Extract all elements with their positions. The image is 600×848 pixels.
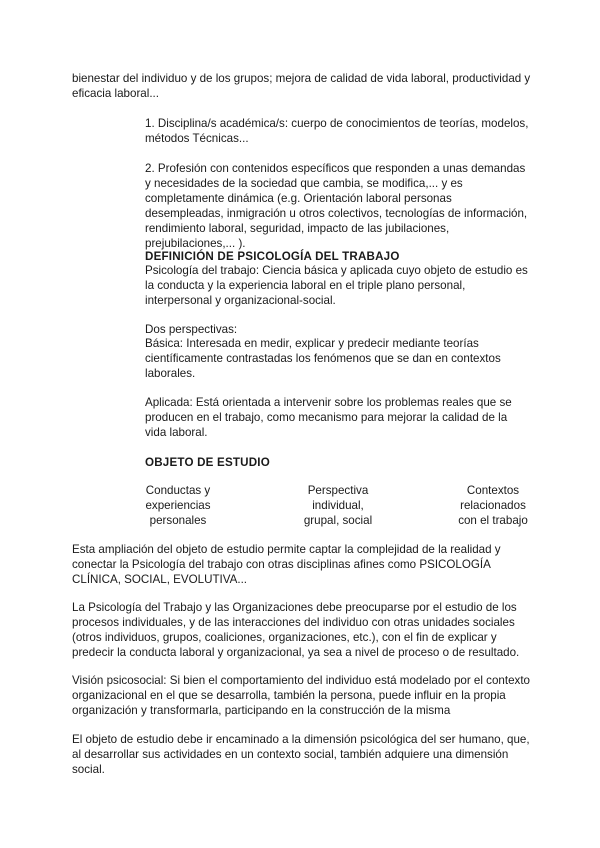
column-line: individual, <box>312 499 364 512</box>
definition-text: Psicología del trabajo: Ciencia básica y aplicada cuyo objeto de estudio es la conducta y la experiencia laboral en el triple plano personal, interpersonal y organizacional-social. <box>145 264 528 307</box>
list-item-profesion: 2. Profesión con contenidos específicos que responden a unas demandas y necesidades de la sociedad que cambia, se modifica,... y es completamente dinámica (e.g. Orientación laboral personas desempleadas, inmigración u otros colectivos, tecnologías de información, rendimiento laboral, seguridad, impacto de las jubilaciones, prejubilaciones,... ). <box>145 162 528 250</box>
definition-heading: DEFINICIÓN DE PSICOLOGÍA DEL TRABAJO <box>145 250 400 263</box>
perspectives-label: Dos perspectivas: <box>145 323 238 336</box>
paragraph-vision-psicosocial: Visión psicosocial: Si bien el comportamiento del individuo está modelado por el contexto organizacional en el que se desarrolla, también la persona, puede influir en la propia organización y transformarla, participando en la construcción de la misma <box>72 674 531 717</box>
paragraph-objeto-dimension: El objeto de estudio debe ir encaminado a la dimensión psicológica del ser humano, que, al desarrollar sus actividades en un contexto social, también adquiere una dimensión social. <box>72 733 530 776</box>
column-line: Conductas y <box>145 484 211 497</box>
column-line: relacionados <box>460 499 526 512</box>
column-perspectiva <box>288 483 388 528</box>
basic-perspective: Básica: Interesada en medir, explicar y predecir mediante teorías científicamente contrastadas los fenómenos que se dan en contextos laborales. <box>145 337 501 380</box>
column-contextos <box>443 483 543 528</box>
column-line: Perspectiva <box>307 484 369 497</box>
paragraph-ampliacion: Esta ampliación del objeto de estudio permite captar la complejidad de la realidad y conectar la Psicología del trabajo con otras disciplinas afines como PSICOLOGÍA CLÍNICA, SOCIAL, EVOLUTIVA... <box>72 543 501 586</box>
object-columns <box>128 483 528 529</box>
column-line: personales <box>149 514 207 527</box>
column-line: Contextos <box>466 484 520 497</box>
column-conductas <box>128 483 228 528</box>
column-line: experiencias <box>145 499 211 512</box>
applied-perspective: Aplicada: Está orientada a intervenir sobre los problemas reales que se producen en el trabajo, como mecanismo para mejorar la calidad de la vida laboral. <box>145 396 512 439</box>
paragraph-organizaciones: La Psicología del Trabajo y las Organizaciones debe preocuparse por el estudio de los procesos individuales, y de las interacciones del individuo con otras unidades sociales (otros individuos, grupos, coaliciones, organizaciones, etc.), con el fin de explicar y predecir la conducta laboral y organizacional, ya sea a nivel de proceso o de resultado. <box>72 601 520 659</box>
column-line: con el trabajo <box>458 514 528 527</box>
object-heading: OBJETO DE ESTUDIO <box>145 456 270 469</box>
list-item-disciplina: 1. Disciplina/s académica/s: cuerpo de conocimientos de teorías, modelos, métodos Técnicas... <box>145 117 529 145</box>
intro-paragraph: bienestar del individuo y de los grupos; mejora de calidad de vida laboral, productividad y eficacia laboral... <box>72 72 531 100</box>
column-line: grupal, social <box>303 514 373 527</box>
